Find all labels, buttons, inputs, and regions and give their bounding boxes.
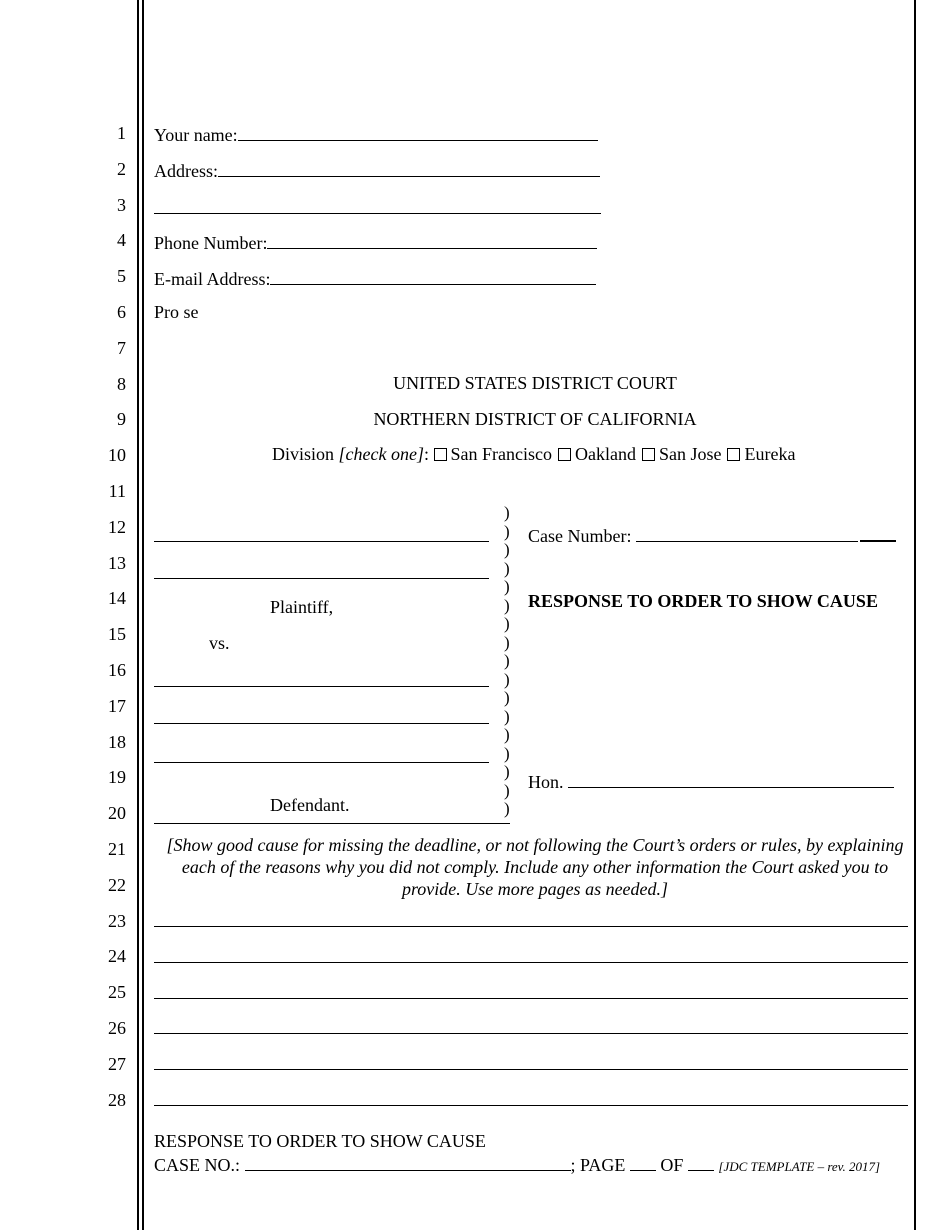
- line-number: 21: [108, 839, 126, 859]
- caption-paren: ): [504, 762, 510, 781]
- caption-paren: ): [504, 688, 510, 707]
- footer-title: RESPONSE TO ORDER TO SHOW CAUSE: [154, 1131, 486, 1151]
- line-number: 4: [117, 230, 126, 251]
- division-row: [272, 444, 795, 465]
- phone-field[interactable]: [267, 231, 597, 249]
- division-checkbox[interactable]: [434, 448, 447, 461]
- document-title: RESPONSE TO ORDER TO SHOW CAUSE: [528, 591, 878, 611]
- court-name: UNITED STATES DISTRICT COURT: [393, 373, 677, 393]
- footer-page-field[interactable]: [630, 1153, 656, 1171]
- footer-total-pages-field[interactable]: [688, 1153, 714, 1171]
- line-number: 18: [108, 731, 126, 752]
- caption-paren: ): [504, 632, 510, 652]
- line-number: 20: [108, 803, 126, 824]
- address-row: [154, 159, 600, 182]
- address-field[interactable]: [218, 159, 600, 177]
- defendant-label: Defendant.: [270, 795, 350, 815]
- division-option-label: San Francisco: [450, 444, 552, 464]
- case-number-field-tail: [860, 523, 896, 542]
- line-number: 15: [108, 624, 126, 645]
- line-number: 5: [117, 266, 126, 287]
- line-number: 14: [108, 588, 126, 609]
- division-checkbox[interactable]: [642, 448, 655, 461]
- footer-page-label: ; PAGE: [570, 1155, 626, 1175]
- caption-paren: ): [504, 614, 510, 633]
- line-number: 24: [108, 946, 126, 967]
- division-options: [434, 444, 796, 464]
- caption-paren: ): [504, 669, 510, 689]
- judge-field[interactable]: [568, 770, 894, 788]
- phone-row: [154, 231, 597, 254]
- line-number: 27: [108, 1053, 126, 1074]
- caption-paren: ): [504, 743, 510, 763]
- caption-paren: ): [504, 595, 510, 615]
- response-line[interactable]: [154, 1069, 908, 1070]
- division-label: Division: [272, 444, 339, 464]
- response-line[interactable]: [154, 998, 908, 999]
- defendant-name-line-2[interactable]: [154, 723, 489, 724]
- caption-paren: ): [504, 577, 510, 596]
- division-option-label: San Jose: [658, 444, 722, 464]
- caption-paren: ): [504, 558, 510, 578]
- defendant-name-line-3[interactable]: [154, 762, 489, 763]
- plaintiff-name-line-1[interactable]: [154, 541, 489, 542]
- footer-template-tag: [JDC TEMPLATE – rev. 2017]: [718, 1159, 881, 1174]
- response-line[interactable]: [154, 1033, 908, 1034]
- vs-label: vs.: [209, 633, 230, 653]
- caption-paren: ): [504, 799, 510, 818]
- case-number-label: Case Number:: [528, 526, 632, 546]
- division-checkbox[interactable]: [727, 448, 740, 461]
- line-number: 12: [108, 516, 126, 537]
- division-option-label: Oakland: [574, 444, 636, 464]
- line-number: 2: [117, 158, 126, 179]
- line-number: 26: [108, 1018, 126, 1038]
- line-number: 1: [117, 123, 126, 143]
- case-number-field[interactable]: [636, 524, 858, 542]
- email-label: E-mail Address:: [154, 269, 271, 289]
- response-line[interactable]: [154, 926, 908, 927]
- plaintiff-label: Plaintiff,: [270, 597, 334, 617]
- caption-bottom-line: [154, 823, 510, 824]
- line-number: 19: [108, 767, 126, 788]
- division-checkbox[interactable]: [558, 448, 571, 461]
- line-number: 17: [108, 695, 126, 716]
- defendant-name-line-1[interactable]: [154, 686, 489, 687]
- line-number: 10: [108, 445, 126, 466]
- line-number: 16: [108, 660, 126, 680]
- footer-of-label: OF: [660, 1155, 684, 1175]
- division-colon: :: [423, 444, 434, 464]
- caption-paren: ): [504, 521, 510, 541]
- left-margin-rule-outer: [137, 0, 139, 1230]
- line-number: 9: [117, 409, 126, 430]
- line-number: 22: [108, 874, 126, 895]
- caption-paren: ): [504, 540, 510, 559]
- judge-label: Hon.: [528, 772, 564, 792]
- right-margin-rule: [914, 0, 916, 1230]
- judge-row: [528, 770, 894, 793]
- caption-paren: ): [504, 725, 510, 744]
- caption-paren: ): [504, 503, 510, 522]
- court-district: NORTHERN DISTRICT OF CALIFORNIA: [373, 409, 697, 429]
- instructions-text: [Show good cause for missing the deadline, or not following the Court’s orders or rules, by explaining each of the reasons why you did not comply. Include any other information the Court asked you to provide. Use more pages as needed.]: [166, 835, 904, 899]
- footer-case-no-label: CASE NO.:: [154, 1155, 241, 1175]
- response-line[interactable]: [154, 1105, 908, 1106]
- caption-paren: ): [504, 706, 510, 726]
- caption-paren: ): [504, 780, 510, 800]
- response-line[interactable]: [154, 962, 908, 963]
- phone-label: Phone Number:: [154, 233, 268, 253]
- address-label: Address:: [154, 161, 218, 181]
- plaintiff-name-line-2[interactable]: [154, 578, 489, 579]
- case-number-row: [528, 523, 896, 547]
- your-name-row: [154, 123, 598, 146]
- footer-case-row: [154, 1153, 880, 1176]
- line-number: 13: [108, 552, 126, 573]
- division-option-label: Eureka: [744, 444, 796, 464]
- line-number: 28: [108, 1089, 126, 1110]
- email-field[interactable]: [270, 267, 596, 285]
- line-number: 3: [117, 194, 126, 215]
- line-number: 25: [108, 982, 126, 1003]
- your-name-label: Your name:: [154, 125, 238, 145]
- line-number: 7: [117, 337, 126, 358]
- your-name-field[interactable]: [238, 123, 598, 141]
- line-number: 23: [108, 910, 126, 931]
- division-hint: [check one]: [338, 444, 424, 464]
- address-field-line-2[interactable]: [154, 213, 601, 214]
- line-number: 6: [117, 302, 126, 322]
- line-number: 11: [108, 481, 126, 501]
- pro-se-label: Pro se: [154, 302, 199, 322]
- line-number: 8: [117, 373, 126, 394]
- caption-paren: ): [504, 651, 510, 670]
- email-row: [154, 267, 596, 290]
- left-margin-rule-inner: [142, 0, 144, 1230]
- footer-case-no-field[interactable]: [245, 1153, 571, 1171]
